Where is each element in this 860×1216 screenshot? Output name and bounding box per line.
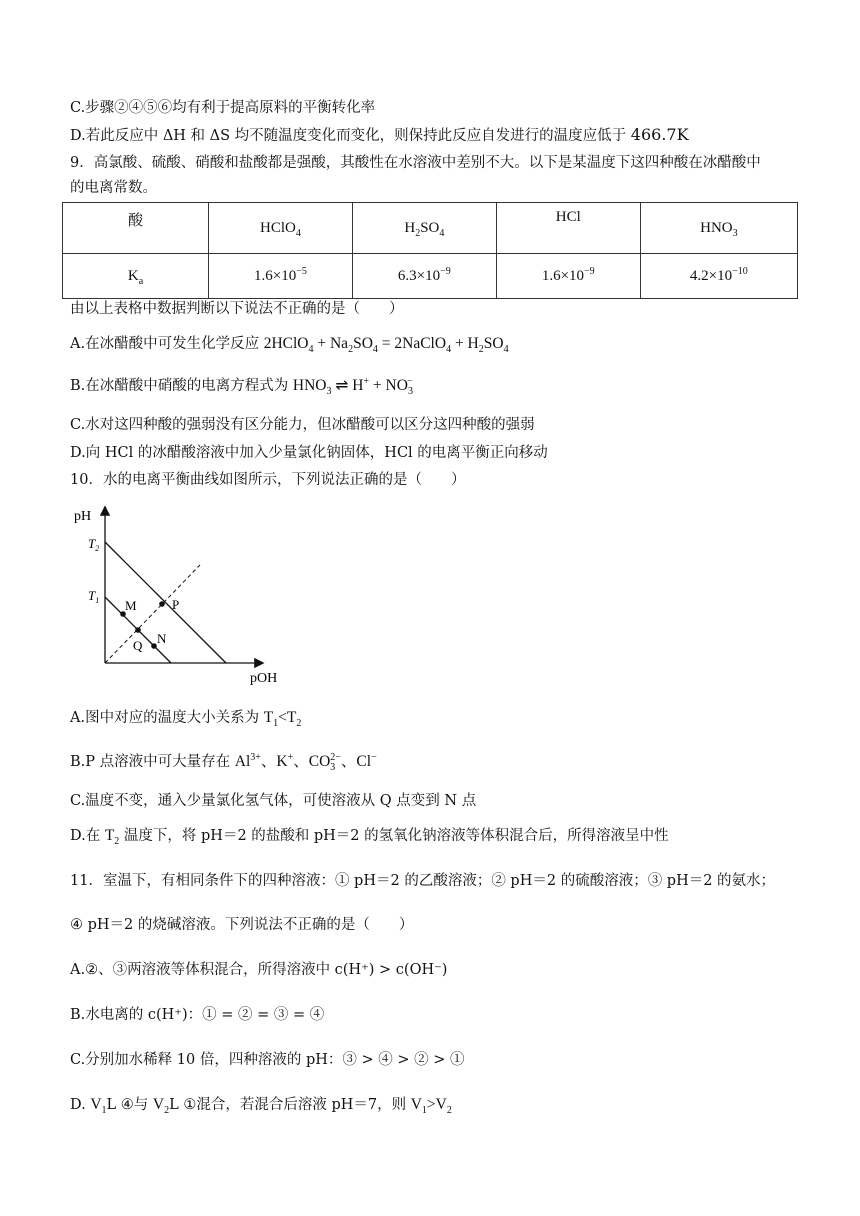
y-axis-label: pH	[74, 509, 92, 524]
table-cell-ka-hno3: $4.2\times 10^{-10}$	[640, 254, 797, 299]
table-cell-ka-hcl: $1.6\times 10^{-9}$	[496, 254, 640, 299]
water-ionization-graph	[70, 500, 300, 690]
point-q	[135, 627, 141, 633]
table-header-ka: $K_a$	[63, 254, 209, 299]
label-p: P	[172, 597, 180, 612]
q10-option-c: C.温度不变，通入少量氯化氢气体，可使溶液从 Q 点变到 N 点	[70, 793, 477, 809]
q9-option-b: B.在冰醋酸中硝酸的电离方程式为 $HNO_3$ ⇌ $H^+ + NO_3^-$	[70, 375, 413, 398]
q8-option-d-text: D.若此反应中 ΔH 和 ΔS 均不随温度变化而变化，则保持此反应自发进行的温度应低于	[70, 128, 631, 144]
label-t2: $T_2$	[88, 536, 100, 553]
table-cell-hclo4: HClO$_4$	[209, 203, 353, 254]
q9-option-c: C.水对这四种酸的强弱没有区分能力，但冰醋酸可以区分这四种酸的强弱	[70, 417, 535, 433]
table-cell-hcl: HCl	[496, 203, 640, 254]
q9-stem-line1: 9．高氯酸、硫酸、硝酸和盐酸都是强酸，其酸性在水溶液中差别不大。以下是某温度下这四种酸在冰醋酸中	[70, 155, 761, 171]
q9-prompt: 由以上表格中数据判断以下说法不正确的是（ ）	[70, 301, 404, 317]
q9-option-a: A.在冰醋酸中可发生化学反应 2HClO$_4$ + $Na_2SO_4$ = 2NaClO$_4$ + $H_2SO_4$	[70, 335, 509, 356]
q9-option-d: D.向 HCl 的冰醋酸溶液中加入少量氯化钠固体，HCl 的电离平衡正向移动	[70, 445, 548, 461]
q10-option-d: D.在 $T_2$ 温度下，将 pH＝2 的盐酸和 pH＝2 的氢氧化钠溶液等体积混合后，所得溶液呈中性	[70, 827, 669, 848]
q11-option-b: B.水电离的 c(H⁺)：① = ② = ③ = ④	[70, 1007, 325, 1023]
q8-option-d	[70, 125, 689, 146]
point-p	[159, 601, 165, 607]
table-cell-ka-h2so4: $6.3\times 10^{-9}$	[352, 254, 496, 299]
table-cell-hno3: $HNO_3$	[640, 203, 797, 254]
q8-option-d-value: 466.7K	[630, 125, 689, 144]
table-row	[63, 254, 798, 299]
label-t1: $T_1$	[88, 588, 100, 605]
q10-option-b: B.P 点溶液中可大量存在 $Al^{3+}$、K+、$CO_3^{2-}$、Cl−	[70, 751, 377, 774]
table-row	[63, 203, 798, 254]
q11-option-d: D. $V_1L$ ④与 $V_2L$ ①混合，若混合后溶液 pH＝7，则 $V_1>V_2$	[70, 1096, 452, 1117]
label-n: N	[157, 631, 167, 646]
label-q: Q	[133, 638, 143, 653]
x-axis-label: pOH	[250, 671, 278, 686]
q11-stem-line1: 11．室温下，有相同条件下的四种溶液：① pH＝2 的乙酸溶液；② pH＝2 的硫酸溶液；③ pH＝2 的氨水；	[70, 873, 776, 889]
point-n	[151, 643, 157, 649]
q11-option-a: A.②、③两溶液等体积混合，所得溶液中 c(H⁺) > c(OH⁻)	[70, 962, 448, 978]
acid-ka-table	[62, 202, 798, 299]
q10-option-a: A.图中对应的温度大小关系为 $T_1<T_2$	[70, 709, 302, 730]
label-m: M	[125, 598, 137, 613]
table-header-acid: 酸	[63, 203, 209, 254]
q8-option-c: C.步骤②④⑤⑥均有利于提高原料的平衡转化率	[70, 100, 376, 116]
table-cell-h2so4: $H_2SO_4$	[352, 203, 496, 254]
table-cell-ka-hclo4: $1.6\times 10^{-5}$	[209, 254, 353, 299]
q10-stem: 10．水的电离平衡曲线如图所示，下列说法正确的是（ ）	[70, 472, 466, 488]
q11-stem-line2: ④ pH＝2 的烧碱溶液。下列说法不正确的是（ ）	[70, 917, 414, 933]
q11-option-c: C.分别加水稀释 10 倍，四种溶液的 pH：③ > ④ > ② > ①	[70, 1052, 465, 1068]
q9-stem-line2: 的电离常数。	[70, 180, 157, 196]
